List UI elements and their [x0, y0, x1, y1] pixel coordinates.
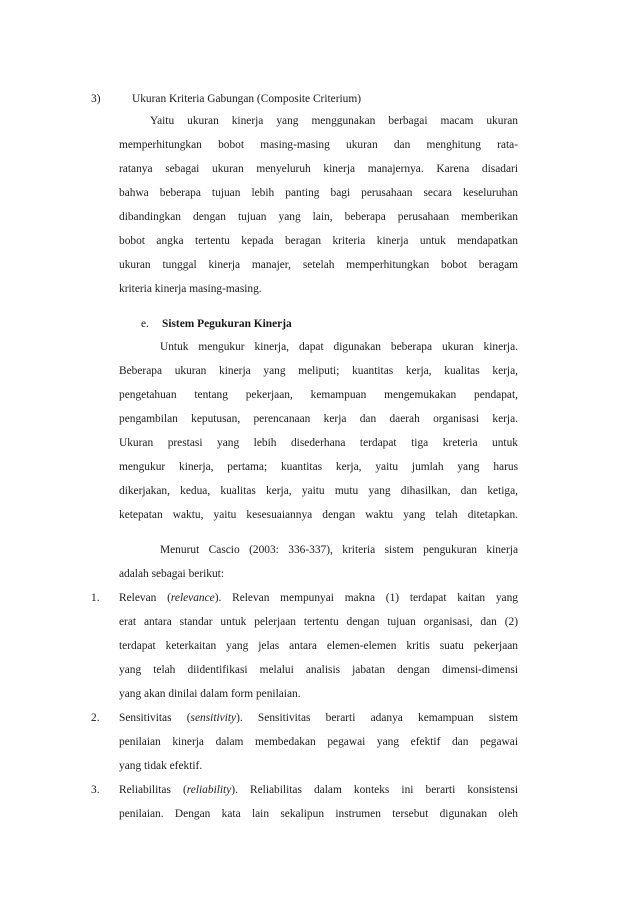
section3-line: memperhitungkan bobot masing-masing ukuran dan menghitung rata- — [119, 139, 518, 151]
section3-line: bahwa beberapa tujuan lebih panting bagi perusahaan secara keseluruhan — [119, 187, 518, 199]
section3-line: ratanya sebagai ukuran menyeluruh kinerja manajernya. Karena disadari — [119, 163, 518, 175]
section-e-line: Ukuran prestasi yang lebih disederhana terdapat tiga kreteria untuk — [119, 437, 518, 449]
section3-line: ukuran tunggal kinerja manajer, setelah memperhitungkan bobot beragam — [119, 259, 518, 271]
item-3-line: penilaian. Dengan kata lain sekalipun instrumen tersebut digunakan oleh — [119, 808, 518, 820]
item-1-line: yang telah diidentifikasi melalui analisis jabatan dengan dimensi-dimensi — [119, 664, 518, 676]
item-2-line: yang tidak efektif. — [119, 760, 203, 772]
section-e-line: ketepatan waktu, yaitu kesesuaiannya dengan waktu yang telah ditetapkan. — [119, 509, 518, 521]
section-e-letter: e. — [141, 318, 149, 330]
item-1-line: yang akan dinilai dalam form penilaian. — [119, 688, 301, 700]
item-2-number: 2. — [91, 712, 100, 724]
section3-line: bobot angka tertentu kepada beragan kriteria kinerja untuk mendapatkan — [119, 235, 518, 247]
item-2-line: penilaian kinerja dalam membedakan pegawai yang efektif dan pegawai — [119, 736, 518, 748]
section-e-line: mengukur kinerja, pertama; kuantitas kerja, yaitu jumlah yang harus — [119, 461, 518, 473]
section-e-line: dikerjakan, kedua, kualitas kerja, yaitu mutu yang dihasilkan, dan ketiga, — [119, 485, 518, 497]
item-1-number: 1. — [91, 592, 100, 604]
section-e-line: Beberapa ukuran kinerja yang meliputi; kuantitas kerja, kualitas kerja, — [119, 365, 518, 377]
item-3-number: 3. — [91, 784, 100, 796]
item-1-first-line: Relevan (relevance). Relevan mempunyai makna (1) terdapat kaitan yang — [119, 592, 518, 604]
item-3-first-line: Reliabilitas (reliability). Reliabilitas dalam konteks ini berarti konsistensi — [119, 784, 518, 796]
section-e-line: pengetahuan tentang pekerjaan, kemampuan mengemukakan pendapat, — [119, 389, 518, 401]
item-2-first-line: Sensitivitas (sensitivity). Sensitivitas berarti adanya kemampuan sistem — [119, 712, 518, 724]
section3-heading: Ukuran Kriteria Gabungan (Composite Criterium) — [132, 93, 362, 105]
section3-line: kriteria kinerja masing-masing. — [119, 283, 262, 295]
item-1-line: erat antara standar untuk pelerjaan tertentu dengan tujuan organisasi, dan (2) — [119, 616, 518, 628]
item-1-line: terdapat keterkaitan yang jelas antara elemen-elemen kritis suatu pekerjaan — [119, 640, 518, 652]
section3-line: dibandingkan dengan tujuan yang lain, beberapa perusahaan memberikan — [119, 211, 518, 223]
cascio-line: adalah sebagai berikut: — [119, 568, 225, 580]
section-e-line: Untuk mengukur kinerja, dapat digunakan beberapa ukuran kinerja. — [160, 341, 518, 353]
section3-line: Yaitu ukuran kinerja yang menggunakan berbagai macam ukuran — [150, 115, 518, 127]
section-e-line: pengambilan keputusan, perencanaan kerja dan daerah organisasi kerja. — [119, 413, 518, 425]
section3-number: 3) — [91, 93, 101, 105]
section-e-title: Sistem Pegukuran Kinerja — [162, 318, 292, 330]
cascio-line: Menurut Cascio (2003: 336-337), kriteria sistem pengukuran kinerja — [160, 544, 518, 556]
